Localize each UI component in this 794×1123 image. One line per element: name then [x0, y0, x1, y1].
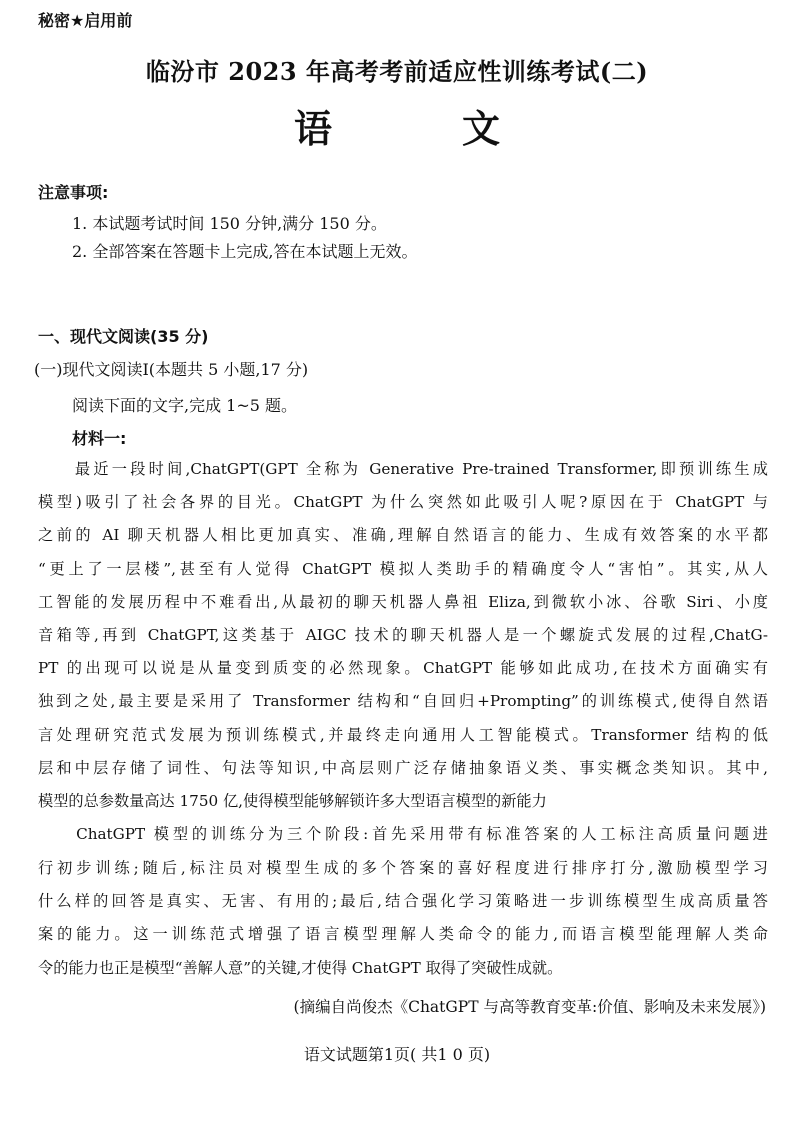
subject-title: 语文: [293, 106, 630, 151]
notice-item-1: 1. 本试题考试时间 150 分钟,满分 150 分。: [72, 214, 387, 233]
text-line: 最近一段时间,ChatGPT(GPT 全称为 Generative Pre-trained Transformer,即预训练生成: [38, 460, 768, 478]
exam-title: 临汾市 2023 年高考考前适应性训练考试(二): [145, 57, 649, 86]
text-line: “更上了一层楼”,甚至有人觉得 ChatGPT 模拟人类助手的精确度令人“害怕”。其实,从人: [38, 560, 768, 578]
notice-heading: 注意事项:: [38, 183, 109, 202]
reading-instruction: 阅读下面的文字,完成 1~5 题。: [72, 396, 298, 415]
text-line: 言处理研究范式发展为预训练模式,并最终走向通用人工智能模式。Transformer 结构的低: [38, 726, 768, 744]
text-line: 令的能力也正是模型“善解人意”的关键,才使得 ChatGPT 取得了突破性成就。: [38, 959, 563, 977]
text-line: 行初步训练;随后,标注员对模型生成的多个答案的喜好程度进行排序打分,激励模型学习: [38, 859, 768, 877]
text-line: PT 的出现可以说是从量变到质变的必然现象。ChatGPT 能够如此成功,在技术方面确实有: [38, 659, 768, 677]
material-heading: 材料一:: [72, 429, 127, 448]
page-footer: 语文试题第1页( 共1 0 页): [303, 1045, 491, 1064]
text-line: 模型)吸引了社会各界的目光。ChatGPT 为什么突然如此吸引人呢?原因在于 ChatGPT 与: [38, 493, 768, 511]
text-line: 案的能力。这一训练范式增强了语言模型理解人类命令的能力,而语言模型能理解人类命: [38, 925, 768, 943]
section-heading: 一、现代文阅读(35 分): [38, 327, 209, 346]
text-line: 之前的 AI 聊天机器人相比更加真实、准确,理解自然语言的能力、生成有效答案的水平都: [38, 526, 768, 544]
text-line: 工智能的发展历程中不难看出,从最初的聊天机器人鼻祖 Eliza,到微软小冰、谷歌 Siri、小度: [38, 593, 768, 611]
text-line: ChatGPT 模型的训练分为三个阶段:首先采用带有标准答案的人工标注高质量问题进: [38, 825, 768, 843]
section-subheading: (一)现代文阅读Ⅰ(本题共 5 小题,17 分): [34, 360, 309, 379]
text-line: 层和中层存储了词性、句法等知识,中高层则广泛存储抽象语义类、事实概念类知识。其中,: [38, 759, 768, 777]
text-line: 独到之处,最主要是采用了 Transformer 结构和“自回归+Prompting”的训练模式,使得自然语: [38, 692, 768, 710]
text-line: 音箱等,再到 ChatGPT,这类基于 AIGC 技术的聊天机器人是一个螺旋式发展的过程,ChatG-: [38, 626, 768, 644]
secret-mark: 秘密★启用前: [38, 11, 133, 30]
text-line: 什么样的回答是真实、无害、有用的;最后,结合强化学习策略进一步训练模型生成高质量答: [38, 892, 768, 910]
notice-item-2: 2. 全部答案在答题卡上完成,答在本试题上无效。: [72, 242, 418, 261]
text-line: 模型的总参数量高达 1750 亿,使得模型能够解锁许多大型语言模型的新能力: [38, 792, 547, 810]
source-citation: (摘编自尚俊杰《ChatGPT 与高等教育变革:价值、影响及未来发展》): [293, 998, 766, 1016]
